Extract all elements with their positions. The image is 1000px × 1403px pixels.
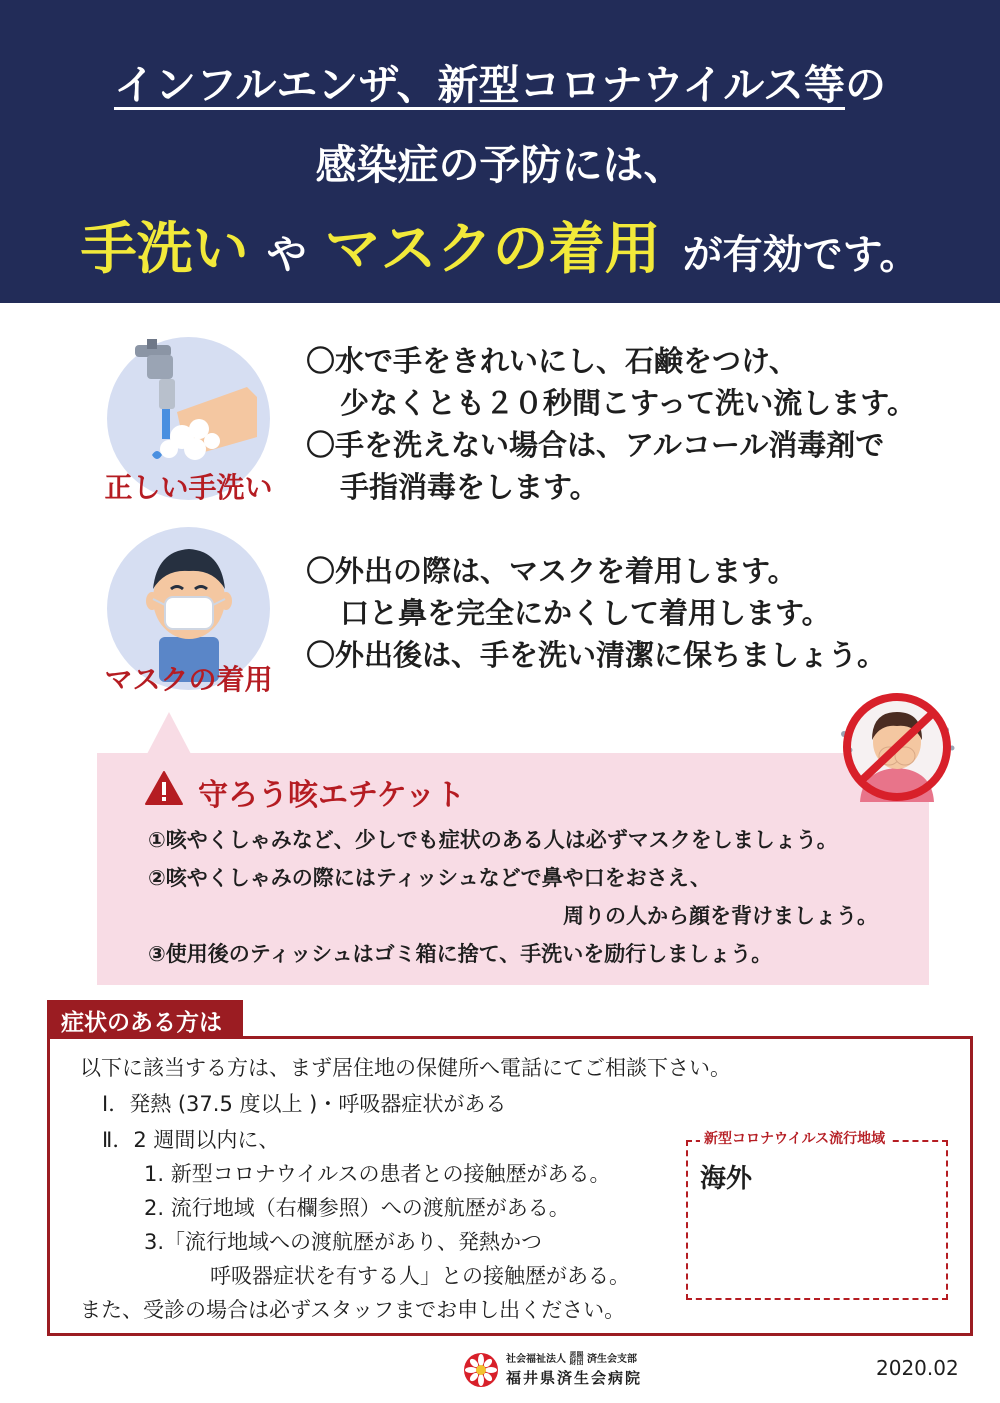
mask-line: 〇外出の際は、マスクを着用します。 — [306, 554, 797, 588]
headline-line3 — [0, 205, 1000, 285]
org-small: 恩賜 財団 — [569, 1351, 584, 1366]
etiquette-title: 守ろう咳エチケット — [198, 778, 466, 813]
org-name: 福井県済生会病院 — [506, 1369, 643, 1387]
symptoms-tab: 症状のある方は — [47, 1000, 243, 1037]
handwash-text — [306, 340, 916, 508]
headline-line1 — [0, 52, 1000, 111]
headline-connector: や — [266, 232, 307, 278]
region-value: 海外 — [700, 1164, 753, 1194]
mask-line: 口と鼻を完全にかくして着用します。 — [340, 596, 831, 630]
criterion-2: Ⅱ．2 週間以内に、 — [102, 1128, 280, 1152]
etiquette-item: ①咳やくしゃみなど、少しでも症状のある人は必ずマスクをしましょう。 — [148, 828, 838, 852]
headline-conclusion: が有効です。 — [682, 232, 920, 278]
etiquette-item: ③使用後のティッシュはゴミ箱に捨て、手洗いを励行しましょう。 — [148, 942, 773, 966]
etiquette-item: ②咳やくしゃみの際にはティッシュなどで鼻や口をおさえ、 — [148, 866, 711, 890]
highlight-handwash: 手洗い — [80, 217, 249, 282]
etiquette-item: 周りの人から顔を背けましょう。 — [563, 904, 878, 928]
handwash-line: 〇水で手をきれいにし、石鹸をつけ、 — [306, 344, 798, 378]
handwash-label: 正しい手洗い — [104, 471, 273, 504]
criterion-1: Ⅰ．発熱 (37.5 度以上 )・呼吸器症状がある — [102, 1092, 507, 1116]
headline-line2: 感染症の予防には、 — [315, 141, 685, 189]
headline-tail: の — [845, 61, 887, 109]
handwash-line: 手指消毒をします。 — [340, 470, 599, 504]
no-cough-sign-icon — [822, 690, 972, 805]
warning-icon — [144, 770, 184, 806]
criterion-2-3-cont: 呼吸器症状を有する人」との接触歴がある。 — [210, 1264, 630, 1288]
criterion-2-2: 2. 流行地域（右欄参照）への渡航歴がある。 — [144, 1196, 570, 1220]
highlight-mask: マスクの着用 — [324, 217, 661, 282]
handwash-line: 少なくとも２０秒間こすって洗い流します。 — [340, 386, 916, 420]
symptoms-intro: 以下に該当する方は、まず居住地の保健所へ電話にてご相談下さい。 — [80, 1056, 731, 1080]
region-title: 新型コロナウイルス流行地域 — [700, 1128, 889, 1148]
symptoms-outro: また、受診の場合は必ずスタッフまでお申し出ください。 — [80, 1298, 626, 1322]
issue-date: 2020.02 — [876, 1356, 959, 1380]
speech-tail — [147, 712, 191, 754]
saiseikai-logo-icon — [463, 1352, 499, 1388]
criterion-2-1: 1. 新型コロナウイルスの患者との接触歴がある。 — [144, 1162, 611, 1186]
mask-text — [306, 550, 886, 676]
mask-label: マスクの着用 — [104, 663, 273, 696]
criterion-2-3: 3.「流行地域への渡航歴があり、発熱かつ — [144, 1230, 543, 1254]
org-line1: 社会福祉法人 恩賜 財団 済生会支部 — [506, 1351, 637, 1366]
headline-underlined: インフルエンザ、新型コロナウイルス等 — [113, 61, 846, 109]
mask-line: 〇外出後は、手を洗い清潔に保ちましょう。 — [306, 638, 887, 672]
handwash-line: 〇手を洗えない場合は、アルコール消毒剤で — [306, 428, 885, 462]
